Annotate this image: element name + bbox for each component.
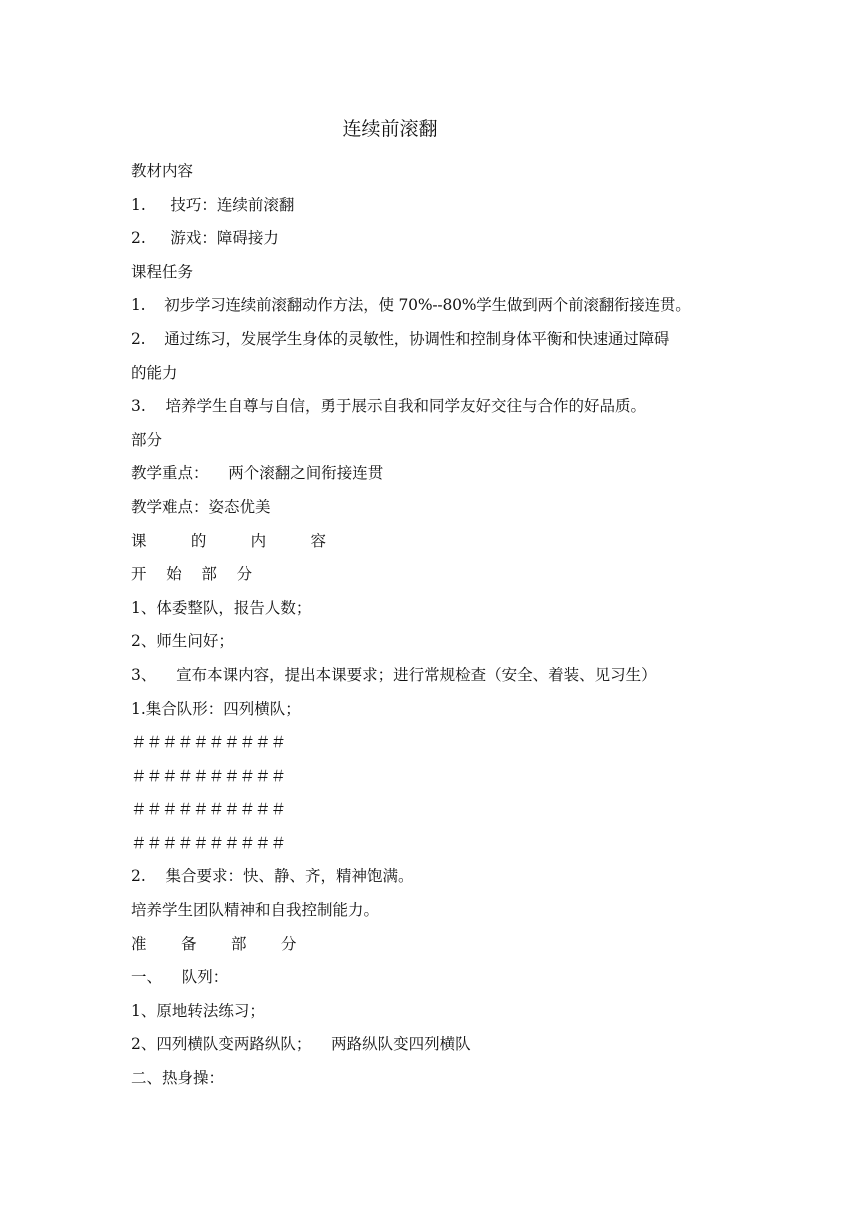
task-item-1: 1. 初步学习连续前滚翻动作方法，使 70%--80%学生做到两个前滚翻衔接连贯。 [131, 296, 691, 315]
document-body [131, 155, 741, 1096]
lesson-content-heading: 课 的 内 容 [131, 531, 327, 550]
formation-row-4: ＃＃＃＃＃＃＃＃＃＃ [131, 833, 287, 852]
task-item-2: 2. 通过练习，发展学生身体的灵敏性，协调性和控制身体平衡和快速通过障碍 [131, 329, 670, 348]
preparation-part-heading: 准 备 部 分 [131, 934, 297, 953]
material-item-2: 2. 游戏：障碍接力 [131, 229, 279, 248]
assembly-requirements: 2. 集合要求：快、静、齐，精神饱满。 [131, 867, 414, 886]
section-heading-part: 部分 [131, 430, 163, 449]
assembly-goal: 培养学生团队精神和自我控制能力。 [131, 901, 380, 920]
material-item-1: 1. 技巧：连续前滚翻 [131, 195, 295, 214]
opening-step-1: 1、体委整队，报告人数； [131, 598, 312, 617]
teaching-key-point: 教学重点： 两个滚翻之间衔接连贯 [131, 464, 384, 483]
drill-heading: 一、 队列： [131, 968, 229, 987]
task-item-2-continued: 的能力 [131, 363, 178, 382]
task-item-3: 3. 培养学生自尊与自信，勇于展示自我和同学友好交往与合作的好品质。 [131, 397, 646, 416]
drill-item-1: 1、原地转法练习； [131, 1001, 265, 1020]
section-heading-materials: 教材内容 [131, 162, 194, 180]
opening-part-heading: 开 始 部 分 [131, 565, 253, 584]
teaching-difficulty: 教学难点：姿态优美 [131, 497, 271, 516]
drill-item-2: 2、四列横队变两路纵队； 两路纵队变四列横队 [131, 1035, 471, 1054]
formation-row-3: ＃＃＃＃＃＃＃＃＃＃ [131, 800, 287, 819]
opening-step-3: 3、 宣布本课内容，提出本课要求；进行常规检查（安全、着装、见习生） [131, 665, 657, 684]
section-heading-tasks: 课程任务 [131, 262, 194, 281]
formation-label: 1.集合队形：四列横队； [131, 699, 301, 718]
formation-row-1: ＃＃＃＃＃＃＃＃＃＃ [131, 733, 287, 752]
warmup-heading: 二、热身操： [131, 1069, 225, 1088]
document-title: 连续前滚翻 [342, 118, 438, 140]
opening-step-2: 2、师生问好； [131, 632, 234, 651]
formation-row-2: ＃＃＃＃＃＃＃＃＃＃ [131, 766, 287, 785]
